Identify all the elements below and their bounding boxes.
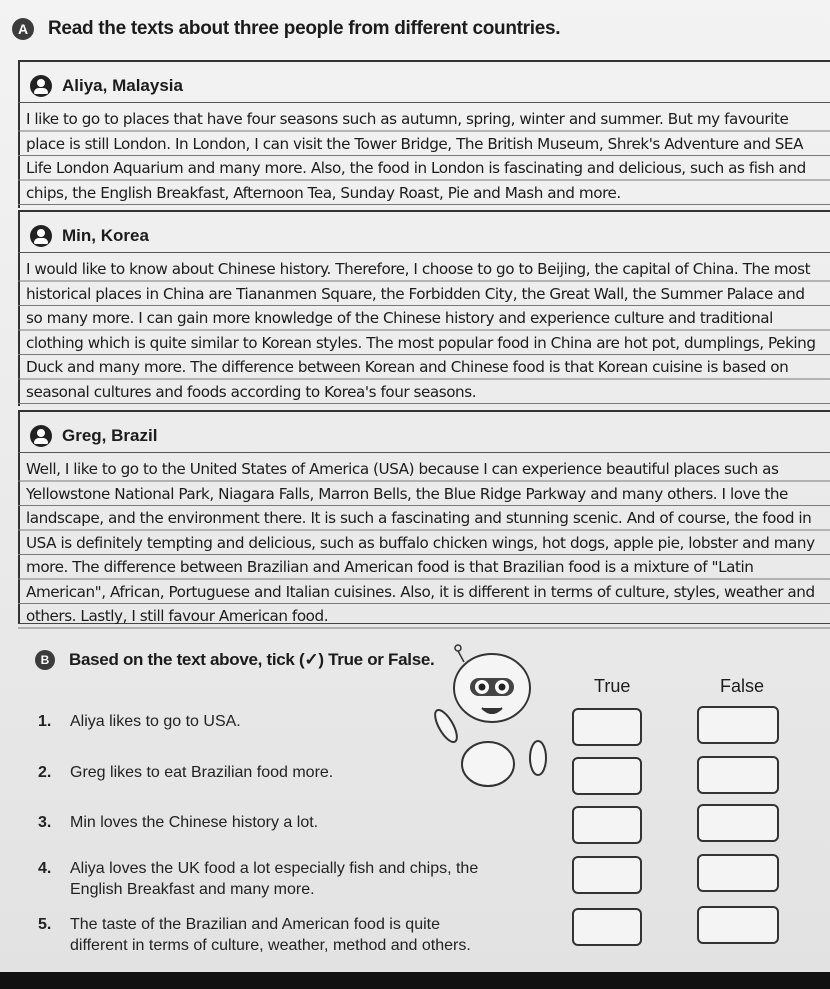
- false-column-header: False: [720, 676, 765, 696]
- false-checkbox-q3[interactable]: [697, 804, 779, 842]
- section-b-badge: B: [35, 650, 55, 670]
- page-edge-shadow: [0, 972, 830, 989]
- person-name: Min, Korea: [62, 226, 149, 245]
- question-number: 1.: [38, 713, 52, 730]
- question-number: 4.: [38, 860, 52, 877]
- person-text: I would like to know about Chinese history. Therefore, I choose to go to Beijing, the capital of China. The most historical places in China are Tiananmen Square, the Forbidden City, the Great Wall, the Summer Palace and so many more. I can gain more knowledge of the Chinese history and experience culture and traditional clothing which is quite similar to Korean styles. The most popular food in China are hot pot, dumplings, Peking Duck and many more. The difference between Korean and Chinese food is that Korean cuisine is based on seasonal cultures and foods according to Korea's four seasons.: [18, 252, 830, 404]
- section-b-title: Based on the text above, tick (✓) True or False.: [69, 650, 435, 669]
- person-card-greg: [18, 410, 830, 624]
- true-checkbox-q5[interactable]: [572, 908, 642, 946]
- section-a-badge: A: [12, 18, 34, 40]
- true-column-header: True: [594, 676, 631, 696]
- robot-illustration-icon: [432, 640, 552, 790]
- true-checkbox-q4[interactable]: [572, 856, 642, 894]
- person-card-min: [18, 210, 830, 406]
- question-number: 2.: [38, 764, 52, 781]
- false-checkbox-q1[interactable]: [697, 706, 779, 744]
- false-checkbox-q4[interactable]: [697, 854, 779, 892]
- question-text: The taste of the Brazilian and American food is quite different in terms of culture, weather, method and others.: [70, 916, 471, 954]
- true-checkbox-q1[interactable]: [572, 708, 642, 746]
- question-item: [38, 812, 318, 833]
- person-header: [20, 212, 830, 252]
- person-icon: [30, 425, 52, 447]
- person-name: Aliya, Malaysia: [62, 76, 183, 95]
- person-text: I like to go to places that have four seasons such as autumn, spring, winter and summer. But my favourite place is still London. In London, I can visit the Tower Bridge, The British Museum, Shrek's Adventure and SEA Life London Aquarium and many more. Also, the food in London is fascinating and delicious, such as fish and chips, the English Breakfast, Afternoon Tea, Sunday Roast, Pie and Mash and more.: [18, 102, 830, 205]
- question-number: 5.: [38, 916, 52, 933]
- question-text: Greg likes to eat Brazilian food more.: [70, 764, 334, 781]
- false-checkbox-q5[interactable]: [697, 906, 779, 944]
- false-checkbox-q2[interactable]: [697, 756, 779, 794]
- question-item: [38, 711, 241, 732]
- section-a-title: Read the texts about three people from different countries.: [48, 18, 561, 39]
- question-text: Aliya likes to go to USA.: [70, 713, 241, 730]
- question-item: [38, 914, 500, 956]
- person-card-aliya: [18, 60, 830, 208]
- true-checkbox-q2[interactable]: [572, 757, 642, 795]
- question-number: 3.: [38, 814, 52, 831]
- person-header: [20, 62, 830, 102]
- person-icon: [30, 75, 52, 97]
- question-item: [38, 762, 333, 783]
- person-text: Well, I like to go to the United States of America (USA) because I can experience beautiful places such as Yellowstone National Park, Niagara Falls, Marron Bells, the Blue Ridge Parkway and many others. I love the landscape, and the environment there. It is such a fascinating and stunning scenic. And of course, the food in USA is definitely tempting and delicious, such as buffalo chicken wings, hot dogs, apple pie, lobster and many more. The difference between Brazilian and American food is that Brazilian food is a mixture of "Latin American", African, Portuguese and Italian cuisines. Also, it is different in terms of culture, styles, weather and others. Lastly, I still favour American food.: [18, 452, 830, 629]
- section-b-header: [35, 650, 434, 670]
- question-text: Aliya loves the UK food a lot especially fish and chips, the English Breakfast and many more.: [70, 860, 479, 898]
- person-name: Greg, Brazil: [62, 426, 158, 445]
- question-text: Min loves the Chinese history a lot.: [70, 814, 319, 831]
- question-item: [38, 858, 480, 900]
- person-header: [20, 412, 830, 452]
- section-a-header: [12, 18, 560, 40]
- true-checkbox-q3[interactable]: [572, 806, 642, 844]
- person-icon: [30, 225, 52, 247]
